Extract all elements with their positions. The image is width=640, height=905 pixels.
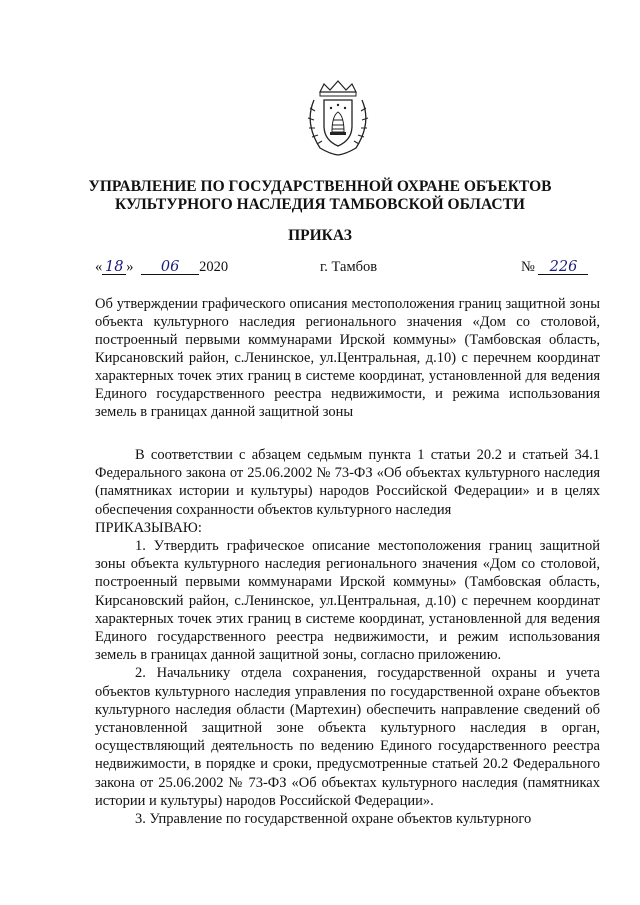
coat-of-arms-icon <box>296 78 380 158</box>
date-month: 06 <box>141 260 199 275</box>
organization-name-line-1: УПРАВЛЕНИЕ ПО ГОСУДАРСТВЕННОЙ ОХРАНЕ ОБЪЕКТОВ <box>88 178 552 195</box>
number-value: 226 <box>538 260 588 275</box>
organization-name-line-2: КУЛЬТУРНОГО НАСЛЕДИЯ ТАМБОВСКОЙ ОБЛАСТИ <box>115 196 525 213</box>
document-number <box>521 258 588 276</box>
document-city: г. Тамбов <box>320 259 378 275</box>
order-item-1: 1. Утвердить графическое описание местоположения границ защитной зоны объекта культурного наследия регионального значения «Дом со столовой, построенный первыми коммунарами Ирской коммуны» (Тамбовская область, Кирсановский район, с.Ленинское, ул.Центральная, д.10) с перечнем координат характерных точек этих границ в системе координат, установленной для ведения Единого государственного реестра недвижимости, и режим использования земель в границах данной защитной зоны, согласно приложению. <box>95 538 600 664</box>
order-word: ПРИКАЗЫВАЮ: <box>95 519 202 536</box>
date-close-quote: » <box>126 259 134 275</box>
order-item-3: 3. Управление по государственной охране объектов культурного <box>135 811 532 828</box>
date-day: 18 <box>102 260 126 275</box>
document-type: ПРИКАЗ <box>288 227 352 244</box>
date-open-quote: « <box>95 259 103 275</box>
document-title: Об утверждении графического описания местоположения границ защитной зоны объекта культурного наследия регионального значения «Дом со столовой, построенный первыми коммунарами Ирской коммуны» (Тамбовская область, Кирсановский район, с.Ленинское, ул.Центральная, д.10) с перечнем координат характерных точек этих границ в системе координат, установленной для ведения Единого государственного реестра недвижимости, и режима использования земель в границах данной защитной зоны <box>95 296 600 420</box>
number-label: № <box>521 259 535 275</box>
order-item-2: 2. Начальнику отдела сохранения, государственной охраны и учета объектов культурного наследия управления по государственной охране объектов культурного наследия области (Мартехин) обеспечить направление сведений об установленной защитной зоне объекта культурного наследия в орган, осуществляющий деятельность по ведению Единого государственного реестра недвижимости, в порядке и сроки, предусмотренные статьей 20.2 Федерального закона от 25.06.2002 № 73-ФЗ «Об объектах культурного наследия (памятниках истории и культуры) народов Российской Федерации». <box>95 665 600 809</box>
document-body <box>95 446 600 828</box>
document-date <box>95 258 228 276</box>
date-year: 2020 <box>199 259 229 275</box>
preamble-paragraph: В соответствии с абзацем седьмым пункта 1 статьи 20.2 и статьей 34.1 Федерального закона от 25.06.2002 № 73-ФЗ «Об объектах культурного наследия (памятниках истории и культуры) народов Российской Федерации» и в целях обеспечения сохранности объектов культурного наследия <box>95 447 600 518</box>
